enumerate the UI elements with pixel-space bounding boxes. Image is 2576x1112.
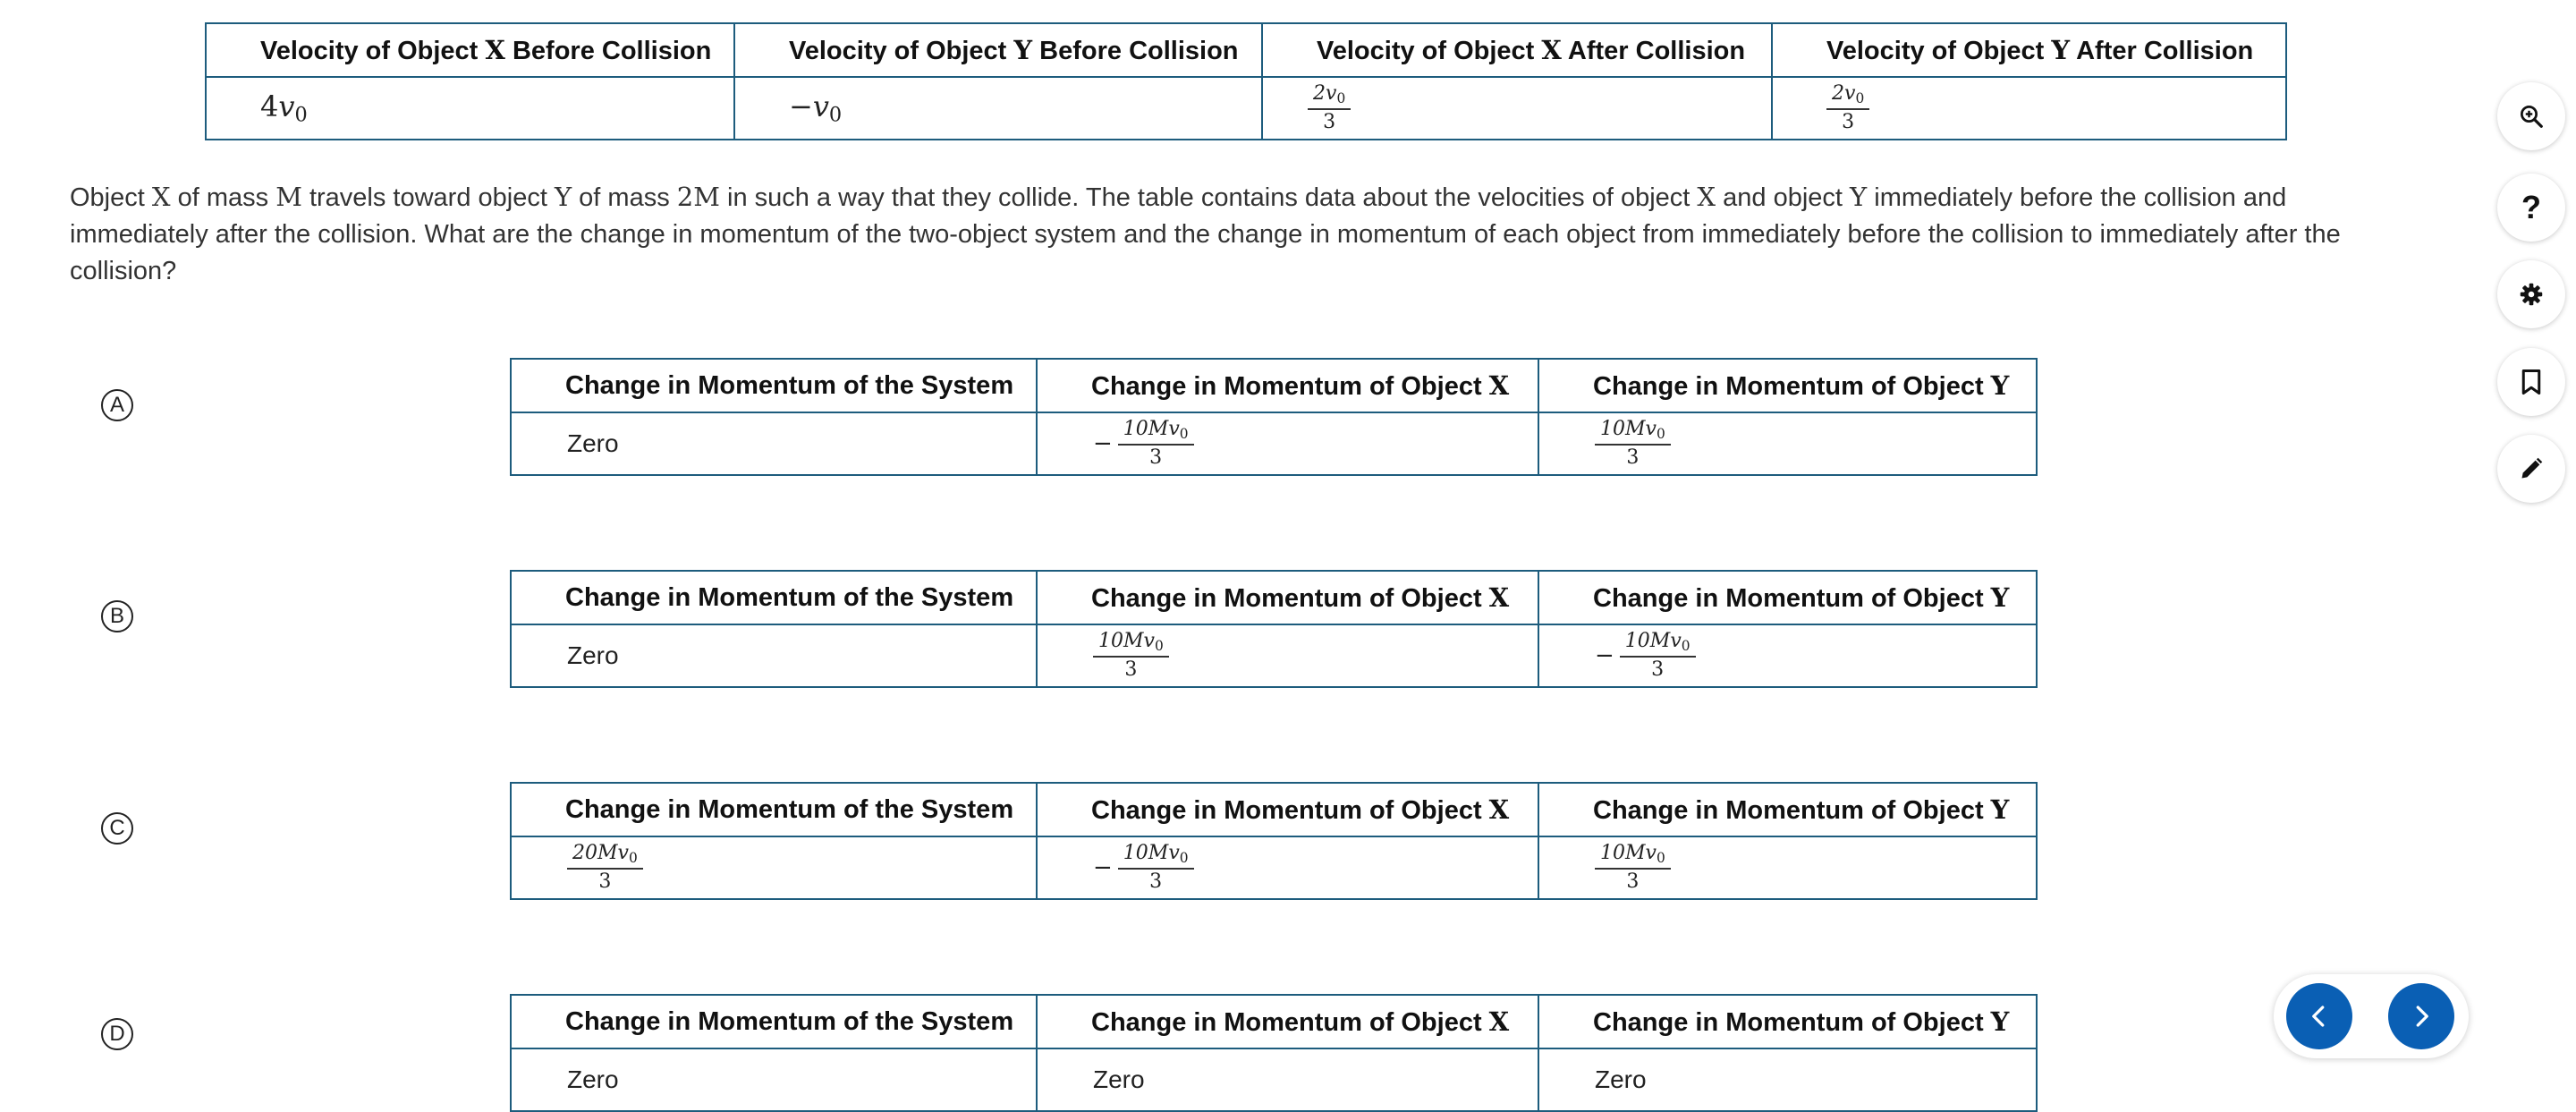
header-var: Y: [1990, 1006, 2010, 1037]
minus-sign: −: [1595, 642, 1614, 669]
header-var: Y: [2051, 34, 2071, 65]
header-var: X: [1488, 1006, 1510, 1037]
header-text: After Collision: [2070, 36, 2254, 65]
header-text: Velocity of Object: [260, 36, 486, 65]
header-text: Before Collision: [1032, 36, 1239, 65]
velocity-table-value-row: [206, 77, 2286, 140]
num-sub: 0: [1179, 425, 1189, 442]
zoom-button[interactable]: [2497, 82, 2565, 150]
header-y-after: [1772, 23, 2286, 77]
header-x-after: [1262, 23, 1772, 77]
q-text: in such a way that they collide. The table contains data about the velocities of object: [719, 183, 1698, 212]
numerator: [1118, 417, 1194, 446]
choice-value-row: [511, 624, 2037, 687]
velocity-table-header-row: [206, 23, 2286, 77]
header-object-y: [1538, 995, 2037, 1048]
num-text: 10Mv: [1624, 629, 1682, 652]
numerator: [1620, 629, 1696, 658]
fraction: [1620, 629, 1696, 682]
cell-object-y: [1538, 624, 2037, 687]
choice-header-row: [511, 995, 2037, 1048]
denominator: 3: [1149, 446, 1163, 470]
cell-system: [511, 624, 1037, 687]
navigation-controls: [2274, 974, 2469, 1058]
numerator: [1826, 81, 1869, 110]
numerator: [567, 841, 643, 870]
numerator: [1595, 417, 1671, 446]
cell-text: Zero: [1093, 1065, 1145, 1093]
choice-c-radio[interactable]: C: [101, 812, 133, 845]
header-object-y: [1538, 359, 2037, 412]
minus-sign: −: [1093, 430, 1113, 457]
num-sub: 0: [1656, 849, 1665, 866]
cell-text: Zero: [567, 641, 619, 669]
header-system: [511, 995, 1037, 1048]
fraction: [1595, 841, 1671, 894]
denominator: 3: [1842, 111, 1855, 134]
header-text: Change in Momentum of the System: [565, 1006, 1014, 1036]
fraction: [1093, 629, 1169, 682]
choice-a-radio[interactable]: A: [101, 389, 133, 421]
header-var: Y: [1990, 369, 2010, 401]
value-x-before: [206, 77, 734, 140]
num-text: 10Mv: [1600, 841, 1657, 864]
num-text: 2v: [1832, 81, 1856, 105]
header-text: Change in Momentum of the System: [565, 370, 1014, 400]
choice-c-table[interactable]: [510, 782, 2038, 900]
num-text: 20Mv: [572, 841, 629, 864]
header-object-x: [1037, 571, 1538, 624]
cell-object-y: [1538, 412, 2037, 475]
value-x-after: [1262, 77, 1772, 140]
num-text: 2v: [1313, 81, 1337, 105]
header-text: Change in Momentum of Object: [1091, 1007, 1489, 1037]
velocity-table: [205, 22, 2287, 140]
value-y-after: [1772, 77, 2286, 140]
help-icon: ?: [2521, 189, 2541, 225]
settings-button[interactable]: [2497, 260, 2565, 328]
q-var: X: [151, 182, 171, 212]
choice-d-radio[interactable]: D: [101, 1018, 133, 1050]
value-y-before: [734, 77, 1262, 140]
q-var: 2M: [676, 182, 720, 212]
cell-system: [511, 412, 1037, 475]
denominator: 3: [1626, 446, 1640, 470]
q-text: and object: [1716, 183, 1851, 212]
denominator: 3: [598, 870, 612, 894]
sub: 0: [294, 103, 308, 127]
previous-button[interactable]: [2286, 983, 2352, 1049]
choice-value-row: [511, 836, 2037, 899]
pencil-icon: [2519, 456, 2544, 481]
num-sub: 0: [1681, 637, 1690, 654]
numerator: [1093, 629, 1169, 658]
choice-a-table[interactable]: [510, 358, 2038, 476]
var: v: [812, 89, 829, 124]
fraction: [567, 841, 643, 894]
header-text: Velocity of Object: [789, 36, 1014, 65]
choice-header-row: [511, 359, 2037, 412]
cell-text: Zero: [567, 1065, 619, 1093]
header-var: X: [485, 34, 505, 65]
header-var: X: [1488, 794, 1510, 825]
annotate-button[interactable]: [2497, 435, 2565, 503]
sign: −: [789, 89, 813, 124]
num-sub: 0: [1855, 89, 1865, 106]
cell-object-x: [1037, 624, 1538, 687]
header-object-y: [1538, 783, 2037, 836]
num-text: 10Mv: [1123, 417, 1180, 440]
cell-text: Zero: [1595, 1065, 1647, 1093]
header-system: [511, 571, 1037, 624]
header-text: Change in Momentum of the System: [565, 794, 1014, 824]
header-var: X: [1488, 369, 1510, 401]
header-text: Change in Momentum of Object: [1593, 1007, 1991, 1037]
cell-object-x: [1037, 1048, 1538, 1111]
header-system: [511, 783, 1037, 836]
header-text: Change in Momentum of Object: [1091, 371, 1489, 401]
q-var: M: [275, 182, 302, 212]
choice-value-row: [511, 1048, 2037, 1111]
num-sub: 0: [1656, 425, 1665, 442]
header-y-before: [734, 23, 1262, 77]
gear-icon: [2519, 282, 2544, 307]
bookmark-icon: [2520, 369, 2543, 395]
header-var: Y: [1013, 34, 1033, 65]
num-sub: 0: [1154, 637, 1164, 654]
cell-object-y: [1538, 836, 2037, 899]
help-button[interactable]: [2497, 174, 2565, 242]
header-text: Change in Momentum of Object: [1593, 795, 1991, 825]
bookmark-button[interactable]: [2497, 348, 2565, 416]
header-text: After Collision: [1561, 36, 1746, 65]
num-sub: 0: [1179, 849, 1189, 866]
question-text: [70, 179, 2342, 290]
fraction: [1118, 841, 1194, 894]
num-sub: 0: [1336, 89, 1346, 106]
header-text: Change in Momentum of Object: [1091, 795, 1489, 825]
fraction: [1826, 81, 1869, 134]
chevron-left-icon: [2306, 1003, 2333, 1030]
q-text: travels toward object: [301, 183, 555, 212]
q-var: Y: [554, 182, 572, 212]
header-object-x: [1037, 783, 1538, 836]
choice-d-table[interactable]: [510, 994, 2038, 1112]
header-text: Velocity of Object: [1826, 36, 2052, 65]
header-x-before: [206, 23, 734, 77]
header-var: Y: [1990, 794, 2010, 825]
denominator: 3: [1124, 658, 1138, 682]
header-text: Change in Momentum of Object: [1091, 583, 1489, 613]
zoom-in-icon: [2518, 103, 2545, 130]
num-text: 10Mv: [1123, 841, 1180, 864]
sub: 0: [828, 103, 843, 127]
header-object-x: [1037, 359, 1538, 412]
denominator: 3: [1626, 870, 1640, 894]
cell-object-x: [1037, 836, 1538, 899]
num-text: 10Mv: [1098, 629, 1155, 652]
cell-system: [511, 1048, 1037, 1111]
num-text: 10Mv: [1600, 417, 1657, 440]
header-var: X: [1488, 581, 1510, 613]
denominator: 3: [1651, 658, 1665, 682]
header-text: Change in Momentum of the System: [565, 582, 1014, 612]
coef: 4: [260, 89, 279, 124]
choice-b-table[interactable]: [510, 570, 2038, 688]
minus-sign: −: [1093, 854, 1113, 881]
choice-header-row: [511, 783, 2037, 836]
numerator: [1595, 841, 1671, 870]
denominator: 3: [1323, 111, 1336, 134]
next-button[interactable]: [2388, 983, 2454, 1049]
header-text: Before Collision: [504, 36, 712, 65]
chevron-right-icon: [2408, 1003, 2435, 1030]
header-text: Change in Momentum of Object: [1593, 583, 1991, 613]
cell-text: Zero: [567, 429, 619, 457]
header-object-x: [1037, 995, 1538, 1048]
numerator: [1308, 81, 1351, 110]
header-system: [511, 359, 1037, 412]
num-sub: 0: [628, 849, 638, 866]
fraction: [1118, 417, 1194, 470]
header-var: X: [1541, 34, 1562, 65]
numerator: [1118, 841, 1194, 870]
q-var: Y: [1850, 182, 1868, 212]
q-var: X: [1697, 182, 1716, 212]
fraction: [1308, 81, 1351, 134]
cell-system: [511, 836, 1037, 899]
choice-b-radio[interactable]: B: [101, 600, 133, 632]
header-text: Velocity of Object: [1317, 36, 1542, 65]
header-var: Y: [1990, 581, 2010, 613]
q-text: Object: [70, 183, 152, 212]
cell-object-y: [1538, 1048, 2037, 1111]
q-text: immediately before the collision and immediately after the collision. What are the change in momentum of the two-object system and the change in momentum of each object from immediately before the collision to immediately after the collision?: [70, 183, 2341, 285]
fraction: [1595, 417, 1671, 470]
cell-object-x: [1037, 412, 1538, 475]
q-text: of mass: [572, 183, 677, 212]
denominator: 3: [1149, 870, 1163, 894]
header-object-y: [1538, 571, 2037, 624]
choice-value-row: [511, 412, 2037, 475]
q-text: of mass: [170, 183, 276, 212]
var: v: [278, 89, 295, 124]
choice-header-row: [511, 571, 2037, 624]
header-text: Change in Momentum of Object: [1593, 371, 1991, 401]
